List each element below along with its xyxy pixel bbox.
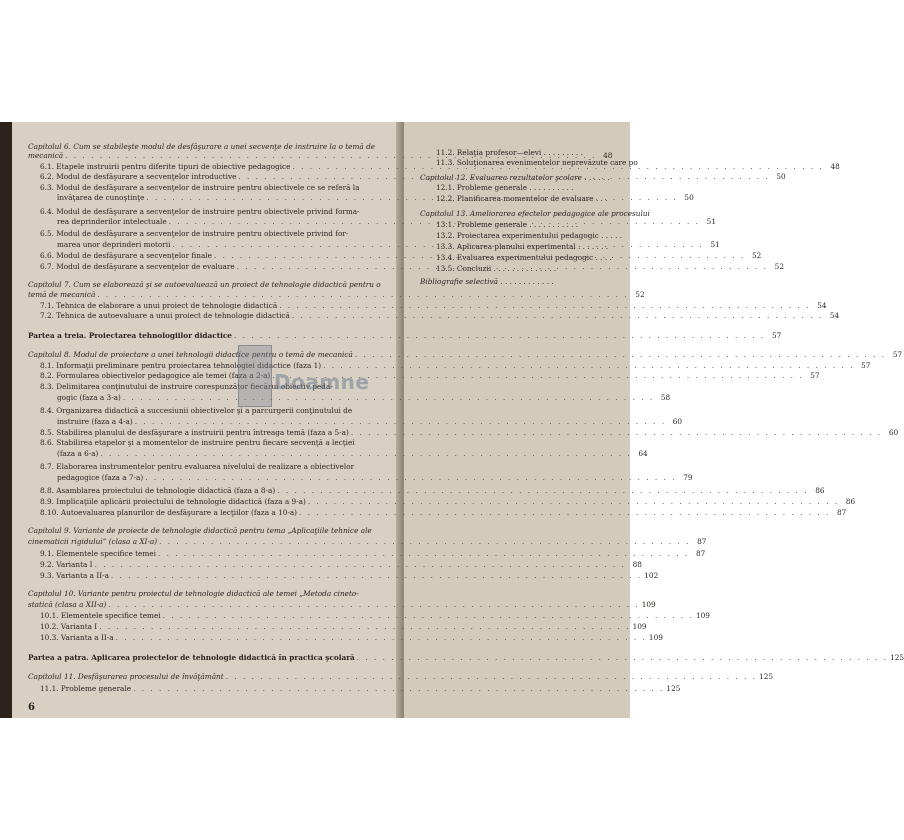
toc-entry: 8.6. Stabilirea etapelor şi a momentelor de instruire pentru fiecare secvenţă a lecţiei [40,438,355,447]
toc-entry: 8.9. Implicaţiile aplicării proiectului de tehnologie didactică (faza a 9-a) . . . 86 [40,497,390,506]
watermark-logo [238,345,272,407]
toc-entry: Capitolul 10. Variante pentru proiectul de tehnologie didactică ale temei „Metoda cineto- [28,589,359,598]
toc-entry: Capitolul 9. Variante de proiecte de tehnologie didactică pentru tema „Aplicaţiile tehnice ale [28,526,372,535]
toc-entry: 8.5. Stabilirea planului de desfăşurare a instruirii pentru întreaga temă (faza a 5-a) . . . 60 [40,428,390,437]
toc-entry: 8.1. Informaţii preliminare pentru proiectarea tehnologiei didactice (faza 1) . . . 57 [40,361,390,370]
toc-entry: Capitolul 7. Cum se elaborează şi se autoevaluează un proiect de tehnologie didactică pentru o [28,280,381,289]
toc-entry: Bibliografie selectivă . . . . . . . . . . . . [420,277,554,286]
toc-entry: instruire (faza a 4-a) . . . 60 [57,417,390,426]
watermark-text: Doamne [274,370,370,394]
toc-entry: 10.3. Varianta a II-a . . . 109 [40,633,390,642]
toc-part-heading: Partea a treia. Proiectarea tehnologiilor didactice . . . 57 [28,331,390,340]
toc-entry: statică (clasa a XII-a) . . . 109 [28,600,390,609]
toc-entry: 8.3. Delimitarea conţinutului de instruire corespunzător fiecărui obiectiv peda- [40,382,333,391]
toc-entry: Capitolul 6. Cum se stabileşte modul de desfăşurare a unei secvenţe de instruire la o temă de [28,142,376,151]
toc-entry: 6.3. Modul de desfăşurare a secvenţelor de instruire pentru obiectivele ce se referă la [40,183,360,192]
toc-entry: 6.2. Modul de desfăşurare a secvenţelor introductive . . . 50 [40,172,390,181]
page-number: 6 [28,702,35,713]
toc-entry: cinematicii rigidului” (clasa a XI-a) . . . 87 [28,537,390,546]
toc-entry: 8.4. Organizarea didactică a succesiunii obiectivelor şi a parcurgerii conţinutului de [40,406,353,415]
toc-entry: 6.6. Modul de desfăşurare a secvenţelor finale . . . 52 [40,251,390,260]
toc-entry: 6.5. Modul de desfăşurare a secvenţelor de instruire pentru obiectivele privind for- [40,229,349,238]
toc-entry: 13.3. Aplicarea planului experimental . . . . . . . [436,242,609,251]
toc-entry: 6.1. Etapele instruirii pentru diferite tipuri de obiective pedagogice . . . 48 [40,162,390,171]
toc-part-heading: Partea a patra. Aplicarea proiectelor de tehnologie didactică în practica şcolară . . . 125 [28,653,390,662]
toc-entry: Capitolul 8. Modul de proiectare a unei tehnologii didactice pentru o temă de mecanică . . . 57 [28,350,390,359]
toc-entry: învăţarea de cunoştinţe . . . 50 [57,193,390,202]
toc-entry: 9.1. Elementele specifice temei . . . 87 [40,549,390,558]
toc-entry: temă de mecanică . . . 52 [28,290,390,299]
toc-entry: (faza a 6-a) . . . 64 [57,449,390,458]
toc-entry: 12.2. Planificarea momentelor de evaluare . . . [436,194,608,203]
toc-entry: gogic (faza a 3-a) . . . 58 [57,393,390,402]
toc-entry: 6.7. Modul de desfăşurare a secvenţelor de evaluare . . . 52 [40,262,390,271]
toc-entry: marea unor deprinderi motorii . . . 51 [57,240,390,249]
toc-entry: 8.7. Elaborarea instrumentelor pentru evaluarea nivelului de realizare a obiectivelor [40,462,355,471]
toc-entry: 7.1. Tehnica de elaborare a unui proiect de tehnologie didactică . . . 54 [40,301,390,310]
toc-entry: pedagogice (faza a 7-a) . . . 79 [57,473,390,482]
toc-entry: 11.2. Relaţia profesor—elevi . . . . . . . . . [436,148,584,157]
toc-entry: Capitolul 11. Desfăşurarea procesului de învăţământ . . . 125 [28,672,390,681]
toc-entry: 8.2. Formularea obiectivelor pedagogice ale temei (faza a 2-a) . . . 57 [40,371,390,380]
toc-entry: mecanică . . . 48 [28,151,390,160]
toc-entry: 10.2. Varianta I . . . 109 [40,622,390,631]
toc-entry: 11.1. Probleme generale . . . 125 [40,684,390,693]
toc-entry: 13.5. Concluzii . . . . . . . . . . . . . . [436,264,557,273]
toc-entry: 8.10. Autoevaluarea planurilor de desfăşurare a lecţiilor (faza a 10-a) . . . 87 [40,508,390,517]
toc-entry: 8.8. Asamblarea proiectului de tehnologie didactică (faza a 8-a) . . . 86 [40,486,390,495]
toc-entry: Capitolul 13. Ameliorarea efectelor pedagogice ale procesului [420,209,650,218]
toc-entry: 9.3. Varianta a II-a . . . 102 [40,571,390,580]
toc-entry: 6.4. Modul de desfăşurare a secvenţelor de instruire pentru obiectivele privind forma- [40,207,360,216]
toc-entry: 11.3. Soluţionarea evenimentelor neprevăzute care po [436,158,638,167]
toc-entry: 13.4. Evaluarea experimentului pedagogic . . . . [436,253,612,262]
toc-entry: 10.1. Elementele specifice temei . . . 109 [40,611,390,620]
toc-entry: 7.2. Tehnica de autoevaluare a unui proiect de tehnologie didactică . . . 54 [40,311,390,320]
toc-entry: Capitolul 12. Evaluarea rezultatelor şcolare . . . . . . [420,173,610,182]
toc-entry: 12.1. Probleme generale . . . . . . . . . . [436,183,574,192]
toc-entry: 9.2. Varianta I . . . 88 [40,560,390,569]
toc-entry: 13.1. Probleme generale . . . . . . . . . . . [436,220,579,229]
toc-entry: rea deprinderilor intelectuale . . . 51 [57,217,390,226]
toc-entry: 13.2. Proiectarea experimentului pedagogic . . . . . [436,231,623,240]
